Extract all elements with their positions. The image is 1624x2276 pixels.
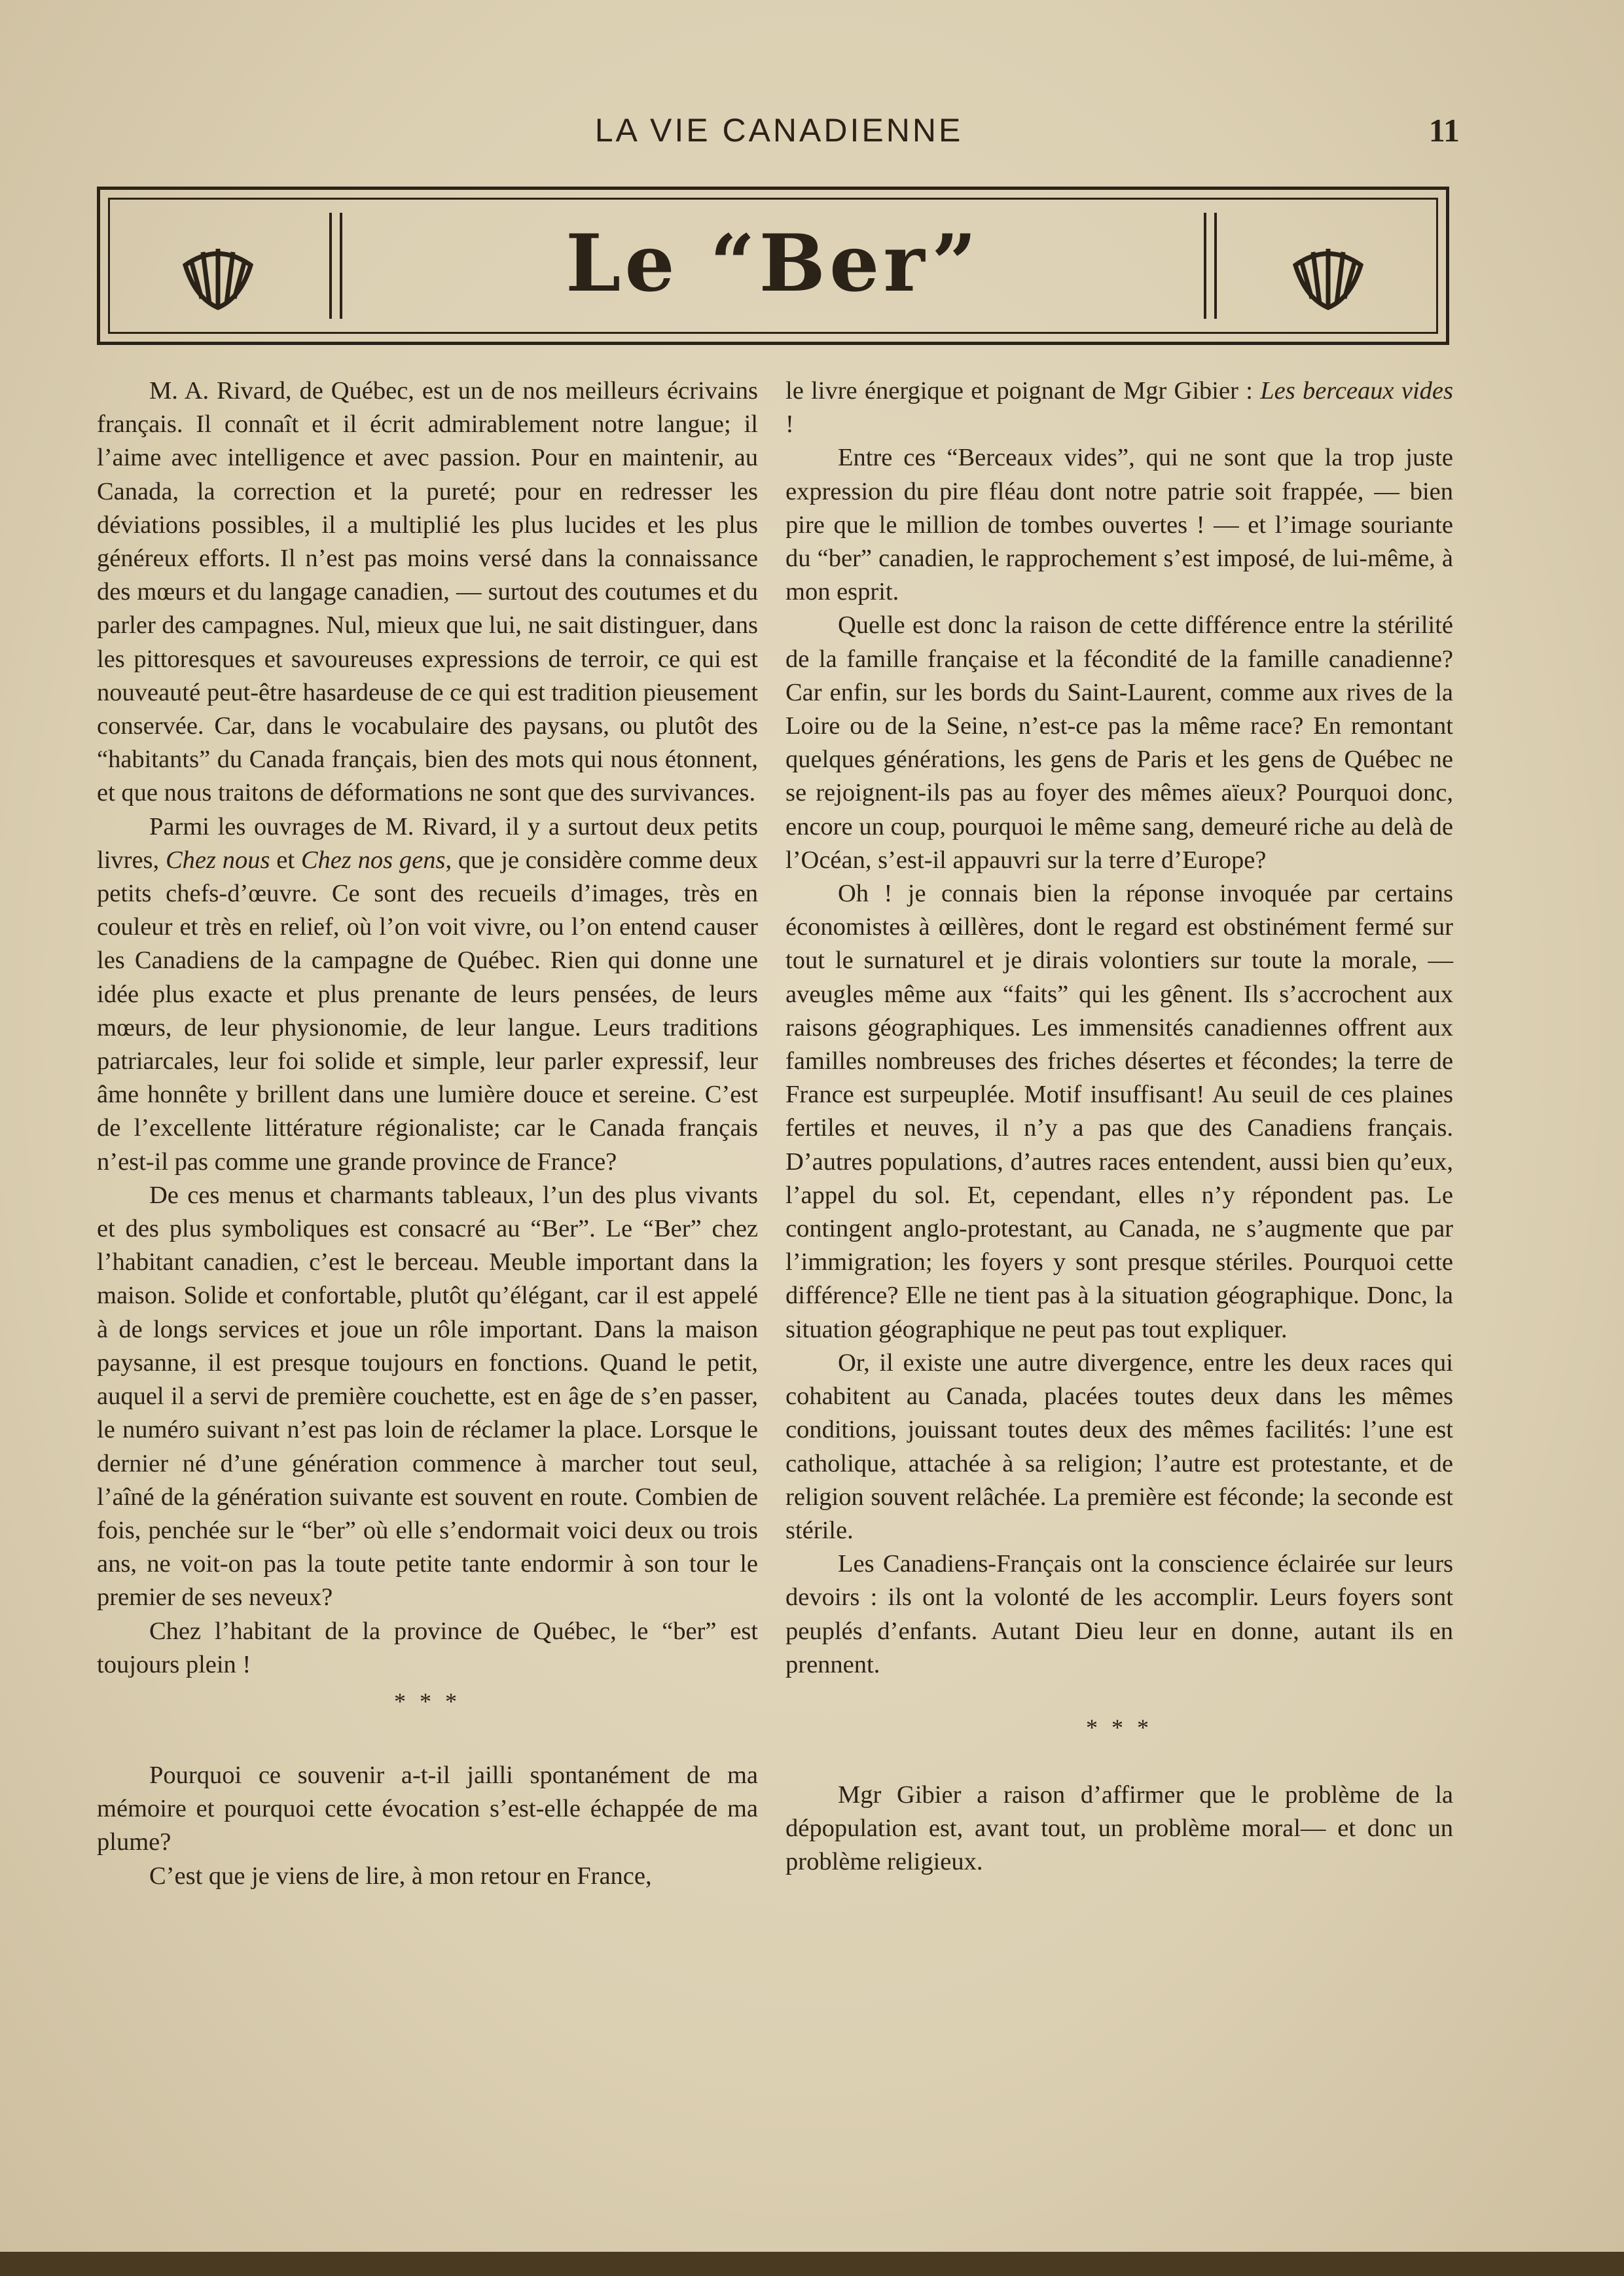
paragraph: Pourquoi ce souvenir a-t-il jailli spontanément de ma mémoire et pourquoi cette évocation s’est-elle échappée de ma plume? [97,1761,758,1856]
paragraph: Les Canadiens-Français ont la conscience éclairée sur leurs devoirs : ils ont la volonté de les accomplir. Leurs foyers sont peuplés d’enfants. Autant Dieu leur en donne, autant ils en prennent. [785,1550,1453,1678]
paragraph: M. A. Rivard, de Québec, est un de nos meilleurs écrivains français. Il connaît et il écrit admirablement notre langue; il l’aime avec intelligence et avec passion. Pour en maintenir, au Canada, la correction et la pureté; pour en redresser les déviations possibles, il a multiplié les plus lucides et les plus généreux efforts. Il n’est pas moins versé dans la connaissance des mœurs et du langage canadien, — surtout des coutumes et du parler des campagnes. Nul, mieux que lui, ne sait distinguer, dans les pittoresques et savoureuses expressions de terroir, ce qui est nouveauté peut-être hasardeuse de ce qui est tradition pieusement conservée. Car, dans le vocabulaire des paysans, ou plutôt des “habitants” du Canada français, bien des mots qui nous étonnent, et que nous traitons de déformations ne sont que des survivances. [97,377,758,807]
section-separator: * * * [1086,1714,1153,1741]
scallop-shell-icon [1286,236,1371,314]
book-title: Chez nos gens [300,846,446,874]
title-divider-right [1204,213,1217,319]
paragraph: Quelle est donc la raison de cette différence entre la stérilité de la famille française et la fécondité de la famille canadienne? Car enfin, sur les bords du Saint-Laurent, comme aux rives de la Loire ou de la Seine, n’est-ce pas la même race? En remontant quelques générations, les gens de Paris et les gens de Québec ne se rejoignent-ils pas au foyer des mêmes aïeux? Pourquoi donc, encore un coup, pourquoi le même sang, demeuré riche au delà de l’Océan, s’est-il appauvri sur la terre d’Europe? [785,611,1453,874]
journal-title: LA VIE CANADIENNE [594,112,964,149]
scallop-shell-icon [175,236,261,314]
paragraph: De ces menus et charmants tableaux, l’un des plus vivants et des plus symboliques est consacré au “Ber”. Le “Ber” chez l’habitant canadien, c’est le berceau. Meuble important dans la maison. Solide et confortable, plutôt qu’élégant, car il est appelé à de longs services et joue un rôle important. Dans la maison paysanne, il est presque toujours en fonctions. Quand le petit, auquel il a servi de première couchette, est en âge de s’en passer, le numéro suivant n’est pas loin de réclamer la place. Lorsque le dernier né d’une génération commence à marcher tout seul, l’aîné de la génération suivante est souvent en route. Combien de fois, penchée sur le “ber” où elle s’endormait voici deux ou trois ans, ne voit-on pas la toute petite tante endormir à son tour le premier de ses neveux? [97,1181,758,1612]
title-divider-left [329,213,342,319]
article-title: Le “Ber” [566,217,981,310]
paragraph: C’est que je viens de lire, à mon retour en France, [149,1862,652,1890]
paragraph: le livre énergique et poignant de Mgr Gibier : Les berceaux vides ! [785,377,1453,439]
paragraph: Oh ! je connais bien la réponse invoquée par certains économistes à œillères, dont le regard est obstinément fermé sur tout le surnaturel et je dirais volontiers sur toute la morale, — aveugles même aux “faits” qui les gênent. Ils s’accrochent aux raisons géographiques. Les immensités canadiennes offrent aux familles nombreuses des friches désertes et fécondes; la terre de France est surpeuplée. Motif insuffisant! Au seuil de ces plaines fertiles et neuves, il n’y a pas que des Canadiens français. D’autres populations, d’autres races entendent, aussi bien qu’eux, l’appel du sol. Et, cependant, elles n’y répondent pas. Le contingent anglo-protestant, au Canada, ne s’augmente que par l’immigration; les foyers y sont presque stériles. Pourquoi cette différence? Elle ne tient pas à la situation géographique. Donc, la situation géographique ne peut pas tout expliquer. [785,880,1453,1343]
left-column [97,374,758,1893]
paragraph: Parmi les ouvrages de M. Rivard, il y a surtout deux petits livres, Chez nous et Chez nos gens, que je considère comme deux petits chefs-d’œuvre. Ce sont des recueils d’images, très en couleur et très en relief, où l’on voit vivre, ou l’on entend causer les Canadiens de la campagne de Québec. Rien qui donne une idée plus exacte et plus prenante de leurs pensées, de leurs mœurs, de leur physionomie, de leur langue. Leurs traditions patriarcales, leur foi solide et simple, leur parler expressif, leur âme honnête y brillent dans une lumière douce et sereine. C’est de l’excellente littérature régionaliste; car le Canada français n’est-il pas comme une grande province de France? [97,812,758,1176]
section-separator: * * * [394,1688,461,1714]
paragraph: Chez l’habitant de la province de Québec, le “ber” est toujours plein ! [97,1617,758,1678]
page-number: 11 [1428,112,1460,149]
right-column [785,374,1453,1879]
title-frame [97,187,1449,345]
paragraph: Mgr Gibier a raison d’affirmer que le problème de la dépopulation est, avant tout, un problème moral— et donc un problème religieux. [785,1780,1453,1876]
title-frame-inner-border [108,198,1438,334]
running-head [98,111,1460,157]
paragraph: Entre ces “Berceaux vides”, qui ne sont que la trop juste expression du pire fléau dont notre patrie soit frappée, — bien pire que le million de tombes ouvertes ! — et l’image souriante du “ber” canadien, le rapprochement s’est imposé, de lui-même, à mon esprit. [785,444,1453,606]
paragraph: Or, il existe une autre divergence, entre les deux races qui cohabitent au Canada, placées toutes deux dans les mêmes conditions, jouissant toutes deux des mêmes facilités: l’une est catholique, attachée à sa religion; l’autre est protestante, et de religion souvent relâchée. La première est féconde; la seconde est stérile. [785,1348,1453,1544]
book-title: Chez nous [165,846,270,874]
book-title: Les berceaux vides [1260,377,1453,405]
